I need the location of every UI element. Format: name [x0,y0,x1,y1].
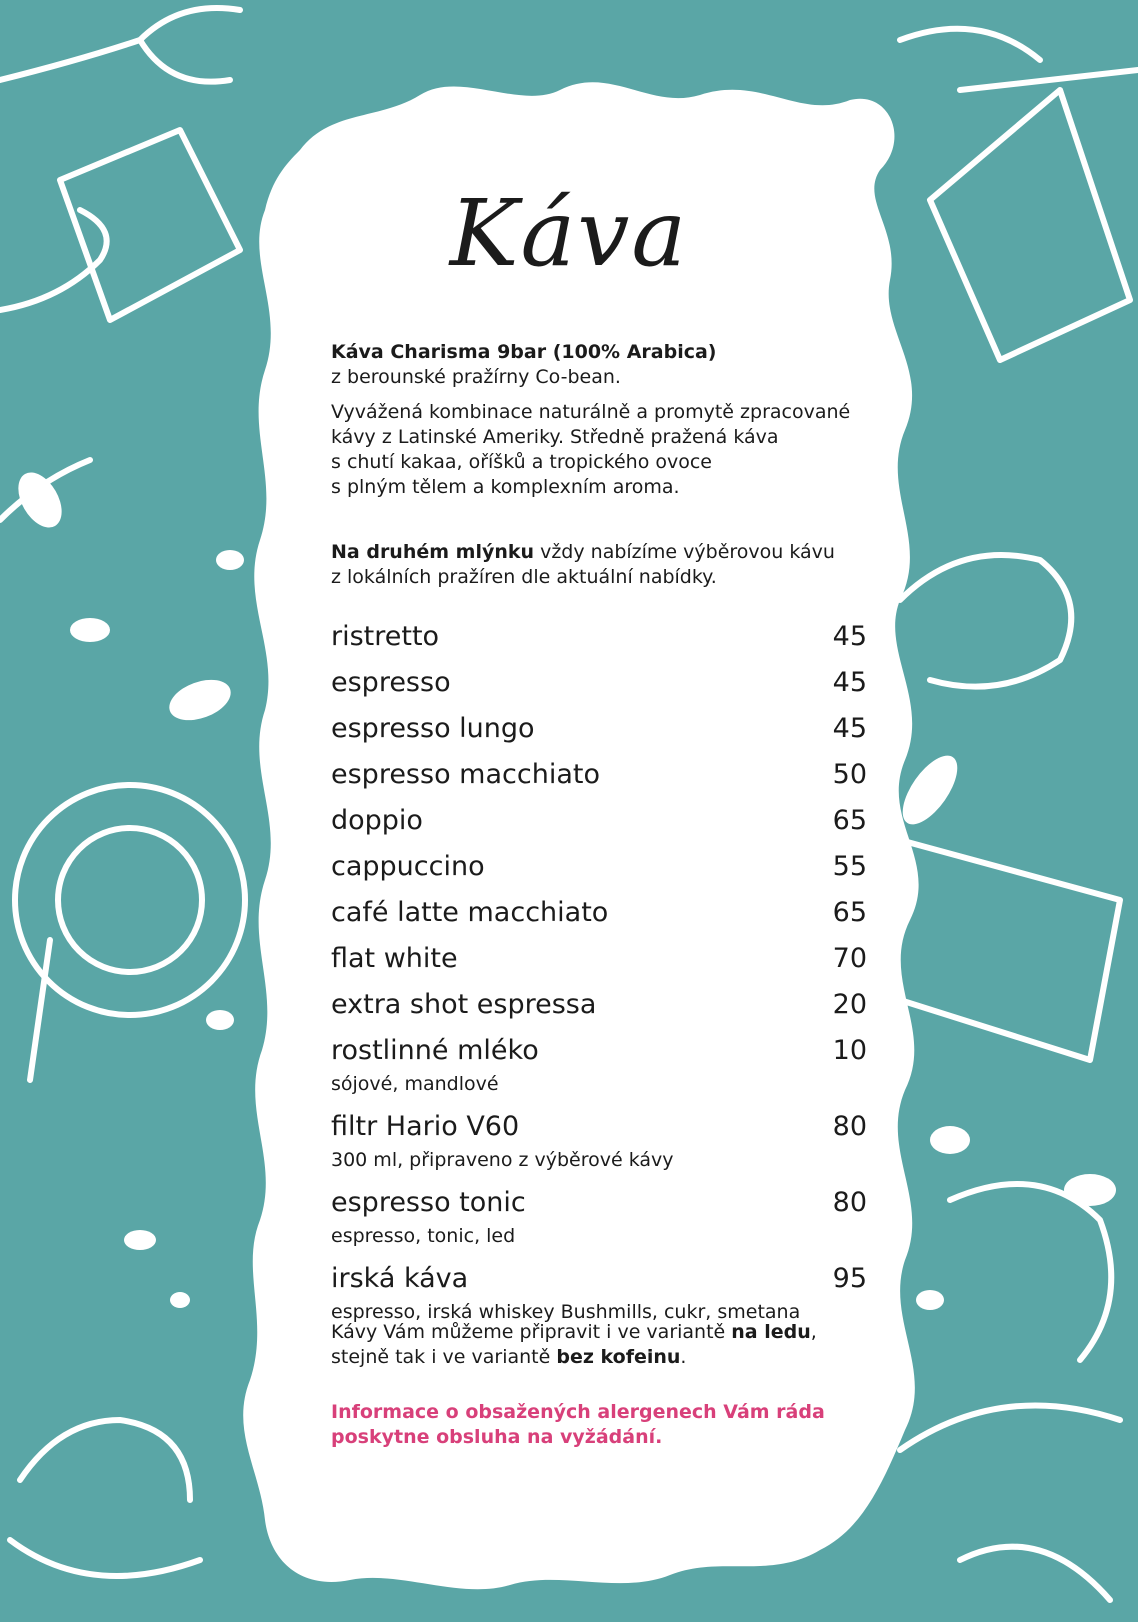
menu-item-price: 45 [832,713,867,744]
menu-item-name: doppio [331,805,423,836]
variants-text: stejně tak i ve variantě [331,1346,557,1368]
allergen-line: poskytne obsluha na vyžádání. [331,1426,663,1448]
menu-item-description: sójové, mandlové [331,1073,499,1095]
menu-item-name: rostlinné mléko [331,1035,539,1066]
menu-item-price: 45 [832,667,867,698]
menu-item-name: filtr Hario V60 [331,1111,520,1142]
page-title: Káva [449,180,689,287]
iced-variant: na ledu [731,1321,811,1343]
menu-item-name: irská káva [331,1263,469,1294]
menu-item-price: 55 [832,851,867,882]
allergen-line: Informace o obsažených alergenech Vám ráda [331,1401,825,1423]
menu-item-name: espresso macchiato [331,759,600,790]
menu-item [331,1186,867,1262]
menu-item-price: 80 [832,1111,867,1142]
menu-item-price: 45 [832,621,867,652]
variants-text: . [680,1346,687,1368]
menu-item-name: espresso lungo [331,713,535,744]
menu-item [331,758,867,804]
menu-item-name: espresso tonic [331,1187,526,1218]
variants-text: , [810,1321,817,1343]
bean-name: Káva Charisma 9bar (100% Arabica) [331,341,717,363]
bean-origin: z berounské pražírny Co-bean. [331,366,621,388]
description-line: s plným tělem a komplexním aroma. [331,476,680,498]
menu-item-name: espresso [331,667,451,698]
description-line: Vyvážená kombinace naturálně a promytě zpracované [331,401,851,423]
menu-item [331,1110,867,1186]
grinder-rest: vždy nabízíme výběrovou kávu [534,541,835,563]
menu-item [331,666,867,712]
menu-item-price: 70 [832,943,867,974]
menu-item-price: 80 [832,1187,867,1218]
grinder-note [331,540,891,590]
coffee-menu [331,620,867,1338]
menu-item [331,896,867,942]
variants-note [331,1320,891,1370]
menu-item-description: 300 ml, připraveno z výběrové kávy [331,1149,674,1171]
grinder-line2: z lokálních pražíren dle aktuální nabídky. [331,566,717,588]
variants-text: Kávy Vám můžeme připravit i ve variantě [331,1321,732,1343]
menu-item [331,712,867,758]
menu-item-name: café latte macchiato [331,897,609,928]
menu-item-price: 20 [832,989,867,1020]
grinder-bold: Na druhém mlýnku [331,541,535,563]
menu-item-price: 65 [832,897,867,928]
menu-item-description: espresso, irská whiskey Bushmills, cukr, smetana [331,1301,801,1323]
menu-item [331,804,867,850]
menu-item-name: cappuccino [331,851,485,882]
description-line: kávy z Latinské Ameriky. Středně pražená káva [331,426,779,448]
bean-description [331,400,891,500]
menu-item-name: ristretto [331,621,440,652]
menu-item-description: espresso, tonic, led [331,1225,516,1247]
menu-item-name: extra shot espressa [331,989,597,1020]
menu-item-price: 95 [832,1263,867,1294]
menu-item [331,1034,867,1110]
bean-intro [331,340,891,390]
menu-item [331,988,867,1034]
allergen-note [331,1400,891,1450]
menu-item-price: 65 [832,805,867,836]
menu-item-price: 50 [832,759,867,790]
menu-item-price: 10 [832,1035,867,1066]
menu-item [331,942,867,988]
menu-item-name: flat white [331,943,458,974]
menu-item [331,850,867,896]
menu-item [331,620,867,666]
decaf-variant: bez kofeinu [556,1346,681,1368]
description-line: s chutí kakaa, oříšků a tropického ovoce [331,451,712,473]
